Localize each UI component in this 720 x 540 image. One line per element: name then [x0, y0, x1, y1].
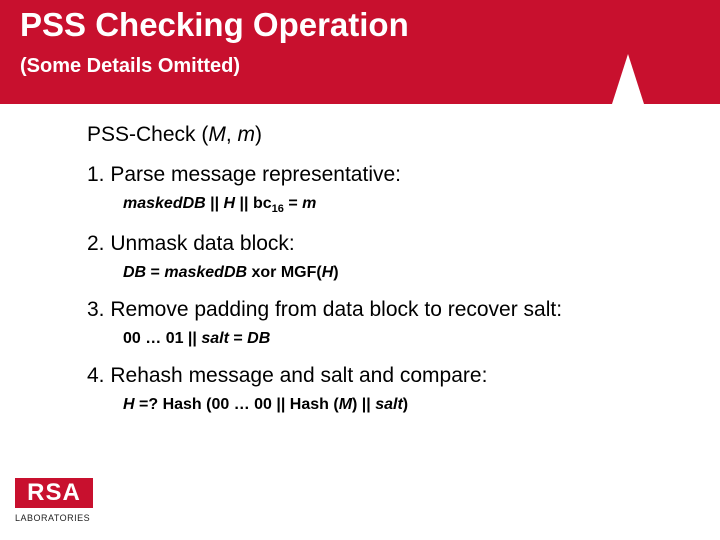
rsa-logo-text: RSA [27, 479, 81, 506]
title-banner [0, 0, 720, 104]
step-4-heading: 4. Rehash message and salt and compare: [87, 364, 488, 388]
slide-subtitle: (Some Details Omitted) [20, 55, 241, 77]
slide-body [87, 122, 707, 415]
rsa-laboratories-logo [15, 478, 99, 526]
step-1-heading: 1. Parse message representative: [87, 163, 401, 186]
step-1-formula: maskedDB || H || $bc_{16} = m$ [123, 195, 317, 216]
laboratories-text: LABORATORIES [15, 513, 91, 523]
step-3-formula: 00 … 01 || salt = DB [123, 330, 271, 348]
function-signature: PSS-Check (M, m) [87, 123, 263, 146]
step-2-heading: 2. Unmask data block: [87, 232, 295, 256]
step-4-formula: H =? Hash (00 … 00 || Hash (M) || salt) [123, 396, 409, 414]
step-3-heading: 3. Remove padding from data block to recover salt: [87, 298, 563, 322]
banner-notch-shape [612, 54, 644, 104]
step-2-formula: DB = maskedDB xor MGF(H) [123, 264, 339, 282]
slide-title: PSS Checking Operation [20, 6, 409, 43]
